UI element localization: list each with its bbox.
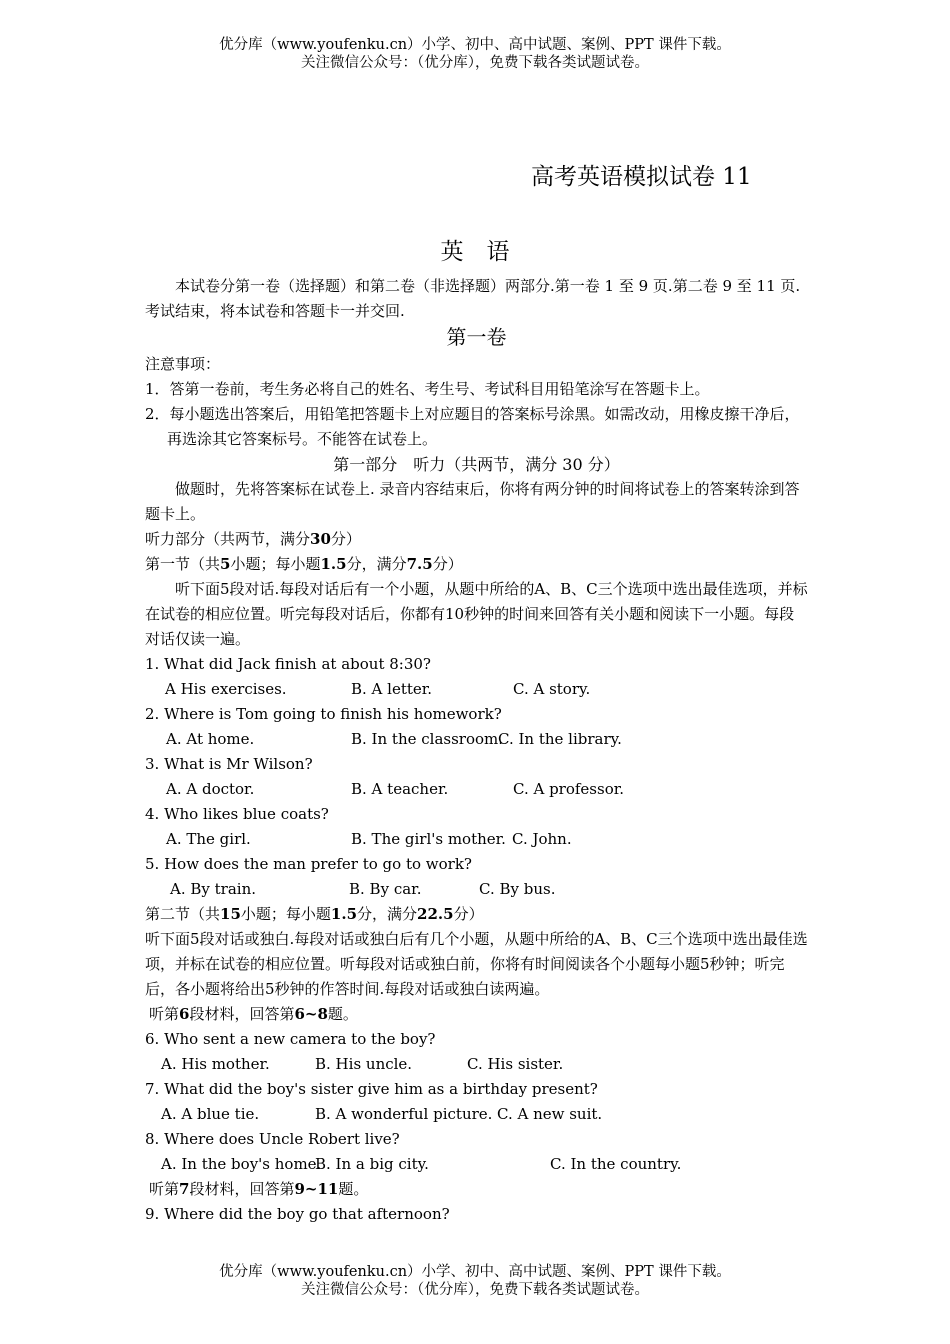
option-c[interactable]: C. A professor. bbox=[513, 780, 625, 798]
material-question-range: 6~8 bbox=[294, 1005, 328, 1023]
question-7: 7. What did the boy's sister give him as a birthday present? bbox=[145, 1080, 598, 1098]
question-8-options bbox=[145, 1152, 808, 1177]
material-heading-text: 听第 bbox=[149, 1180, 180, 1198]
option-a[interactable]: A. At home. bbox=[166, 730, 255, 748]
part1-title: 第一部分 听力（共两节，满分 30 分） bbox=[333, 455, 620, 474]
material-heading-text: 段材料，回答第 bbox=[189, 1005, 295, 1023]
section2-instruction: 听下面5段对话或独白.每段对话或独白后有几个小题，从题中所给的A、B、C三个选项中选出最佳选项，并标在试卷的相应位置。听每段对话或独白前，你将有时间阅读各个小题每小题5秒钟；听完后，各小题将给出5秒钟的作答时间.每段对话或独白读两遍。 bbox=[145, 930, 808, 998]
section1-each-score: 1.5 bbox=[320, 555, 347, 573]
intro-paragraph: 本试卷分第一卷（选择题）和第二卷（非选择题）两部分.第一卷 1 至 9 页.第二卷 9 至 11 页.考试结束，将本试卷和答题卡一并交回. bbox=[145, 277, 801, 320]
volume-title: 第一卷 bbox=[446, 325, 507, 349]
question-7-options bbox=[145, 1102, 808, 1127]
part1-instruction: 做题时，先将答案标在试卷上. 录音内容结束后，你将有两分钟的时间将试卷上的答案转涂到答题卡上。 bbox=[145, 480, 800, 523]
option-b[interactable]: B. By car. bbox=[349, 880, 422, 898]
question-2: 2. Where is Tom going to finish his homework? bbox=[145, 705, 502, 723]
question-9: 9. Where did the boy go that afternoon? bbox=[145, 1205, 450, 1223]
material-number: 7 bbox=[179, 1180, 190, 1198]
page-footer bbox=[0, 1263, 950, 1299]
option-b[interactable]: B. In a big city. bbox=[315, 1155, 429, 1173]
listening-heading-score: 30 bbox=[310, 530, 331, 548]
listening-heading-text: 听力部分（共两节，满分 bbox=[145, 530, 311, 548]
option-a[interactable]: A. A doctor. bbox=[166, 780, 255, 798]
question-8: 8. Where does Uncle Robert live? bbox=[145, 1130, 400, 1148]
option-a[interactable]: A. His mother. bbox=[161, 1055, 270, 1073]
option-a[interactable]: A. A blue tie. bbox=[161, 1105, 260, 1123]
notes-heading: 注意事项： bbox=[145, 355, 221, 373]
page-header bbox=[0, 36, 950, 72]
option-c[interactable]: C. By bus. bbox=[479, 880, 556, 898]
option-c[interactable]: C. His sister. bbox=[467, 1055, 564, 1073]
option-c[interactable]: C. In the library. bbox=[498, 730, 622, 748]
option-c[interactable]: C. A story. bbox=[513, 680, 591, 698]
section1-heading-text: 小题；每小题 bbox=[230, 555, 321, 573]
section1-heading bbox=[145, 552, 808, 577]
note-item-2: 2．每小题选出答案后，用铅笔把答题卡上对应题目的答案标号涂黑。如需改动，用橡皮擦干净后，再选涂其它答案标号。不能答在试卷上。 bbox=[145, 405, 800, 448]
section2-each-score: 1.5 bbox=[330, 905, 358, 923]
section2-heading-text: 小题；每小题 bbox=[240, 905, 331, 923]
option-b[interactable]: B. A teacher. bbox=[351, 780, 449, 798]
header-line-1: 优分库（www.youfenku.cn）小学、初中、高中试题、案例、PPT 课件下载。 bbox=[219, 37, 731, 53]
section1-total-score: 7.5 bbox=[406, 555, 433, 573]
exam-title: 高考英语模拟试卷 11 bbox=[531, 164, 752, 190]
section1-instruction: 听下面5段对话.每段对话后有一个小题，从题中所给的A、B、C三个选项中选出最佳选项，并标在试卷的相应位置。听完每段对话后，你都有10秒钟的时间来回答有关小题和阅读下一小题。每段对话仅读一遍。 bbox=[145, 580, 808, 648]
option-b[interactable]: B. In the classroom. bbox=[351, 730, 504, 748]
option-c[interactable]: C. John. bbox=[512, 830, 572, 848]
section2-heading-text: 第二节（共 bbox=[145, 905, 221, 923]
question-5-options bbox=[145, 877, 808, 902]
section1-count: 5 bbox=[220, 555, 231, 573]
question-5: 5. How does the man prefer to go to work? bbox=[145, 855, 472, 873]
option-b[interactable]: B. A wonderful picture. bbox=[315, 1105, 493, 1123]
option-c[interactable]: C. In the country. bbox=[550, 1155, 682, 1173]
option-b[interactable]: B. His uncle. bbox=[315, 1055, 413, 1073]
question-3: 3. What is Mr Wilson? bbox=[145, 755, 313, 773]
question-1: 1. What did Jack finish at about 8:30? bbox=[145, 655, 431, 673]
section1-heading-text: 第一节（共 bbox=[145, 555, 221, 573]
question-1-options bbox=[145, 677, 808, 702]
option-b[interactable]: B. A letter. bbox=[351, 680, 433, 698]
listening-heading-unit: 分） bbox=[330, 530, 361, 548]
material-heading-text: 段材料，回答第 bbox=[189, 1180, 295, 1198]
section2-heading bbox=[145, 902, 808, 927]
option-a[interactable]: A. By train. bbox=[170, 880, 257, 898]
question-6-options bbox=[145, 1052, 808, 1077]
section2-total-score: 22.5 bbox=[417, 905, 454, 923]
section1-heading-text: 分） bbox=[432, 555, 463, 573]
note-item-1: 1．答第一卷前，考生务必将自己的姓名、考生号、考试科目用铅笔涂写在答题卡上。 bbox=[145, 380, 710, 398]
question-2-options bbox=[145, 727, 808, 752]
section2-heading-text: 分） bbox=[453, 905, 484, 923]
subject-title: 英 语 bbox=[440, 239, 510, 265]
material-6-heading bbox=[145, 1002, 808, 1027]
footer-line-2: 关注微信公众号：（优分库），免费下载各类试题试卷。 bbox=[301, 1282, 649, 1298]
material-number: 6 bbox=[179, 1005, 190, 1023]
material-question-range: 9~11 bbox=[294, 1180, 339, 1198]
material-heading-text: 听第 bbox=[149, 1005, 180, 1023]
section2-count: 15 bbox=[220, 905, 241, 923]
section2-heading-text: 分，满分 bbox=[357, 905, 418, 923]
footer-line-1: 优分库（www.youfenku.cn）小学、初中、高中试题、案例、PPT 课件下载。 bbox=[219, 1264, 731, 1280]
material-7-heading bbox=[145, 1177, 808, 1202]
listening-heading bbox=[145, 527, 808, 552]
option-b[interactable]: B. The girl's mother. bbox=[351, 830, 506, 848]
question-4: 4. Who likes blue coats? bbox=[145, 805, 329, 823]
section1-heading-text: 分，满分 bbox=[346, 555, 407, 573]
option-a[interactable]: A. The girl. bbox=[166, 830, 251, 848]
material-heading-text: 题。 bbox=[327, 1005, 358, 1023]
question-6: 6. Who sent a new camera to the boy? bbox=[145, 1030, 436, 1048]
option-c[interactable]: C. A new suit. bbox=[497, 1105, 603, 1123]
question-4-options bbox=[145, 827, 808, 852]
material-heading-text: 题。 bbox=[338, 1180, 369, 1198]
question-3-options bbox=[145, 777, 808, 802]
page-content bbox=[145, 274, 808, 1227]
header-line-2: 关注微信公众号：（优分库），免费下载各类试题试卷。 bbox=[301, 55, 649, 71]
option-a[interactable]: A His exercises. bbox=[165, 680, 287, 698]
option-a[interactable]: A. In the boy's home. bbox=[161, 1155, 322, 1173]
